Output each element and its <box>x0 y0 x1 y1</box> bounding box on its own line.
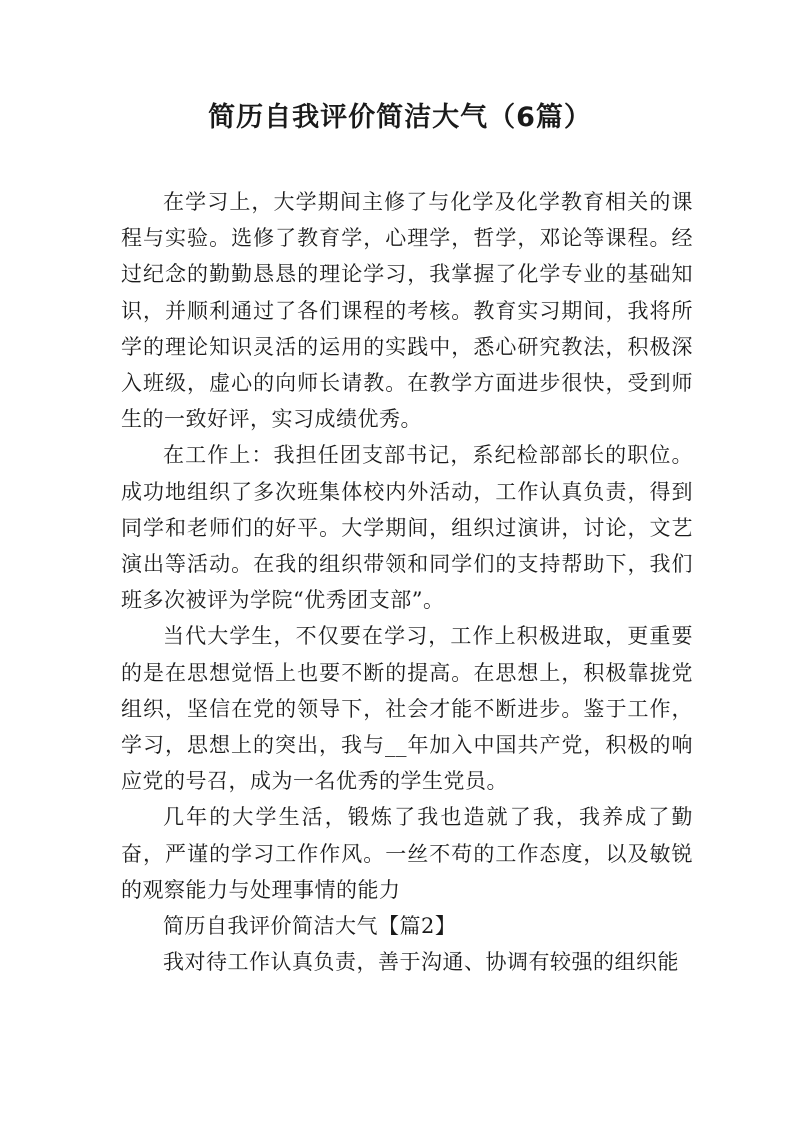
paragraph-work: 在工作上：我担任团支部书记，系纪检部部长的职位。成功地组织了多次班集体校内外活动，工作认真负责，得到同学和老师们的好平。大学期间，组织过演讲，讨论，文艺演出等活动。在我的组织带领和同学们的支持帮助下，我们班多次被评为学院“优秀团支部”。 <box>121 443 693 613</box>
paragraph-study: 在学习上，大学期间主修了与化学及化学教育相关的课程与实验。选修了教育学，心理学，哲学，邓论等课程。经过纪念的勤勤恳恳的理论学习，我掌握了化学专业的基础知识，并顺利通过了各们课程的考核。教育实习期间，我将所学的理论知识灵活的运用的实践中，悉心研究教法，积极深入班级，虚心的向师长请教。在教学方面进步很快，受到师生的一致好评，实习成绩优秀。 <box>121 190 693 432</box>
document-title: 简历自我评价简洁大气（6篇） <box>208 102 592 133</box>
paragraph-summary: 几年的大学生活，锻炼了我也造就了我，我养成了勤奋，严谨的学习工作作风。一丝不苟的工作态度，以及敏锐的观察能力与处理事情的能力 <box>121 805 693 902</box>
paragraph-part-2-start: 我对待工作认真负责，善于沟通、协调有较强的组织能 <box>163 950 679 975</box>
document-body <box>121 184 693 980</box>
section-heading-part-2: 简历自我评价简洁大气【篇2】 <box>163 914 457 939</box>
paragraph-ideology: 当代大学生，不仅要在学习，工作上积极进取，更重要的是在思想觉悟上也要不断的提高。在思想上，积极靠拢党组织，坚信在党的领导下，社会才能不断进步。鉴于工作，学习，思想上的突出，我与__年加入中国共产党，积极的响应党的号召，成为一名优秀的学生党员。 <box>121 624 693 794</box>
